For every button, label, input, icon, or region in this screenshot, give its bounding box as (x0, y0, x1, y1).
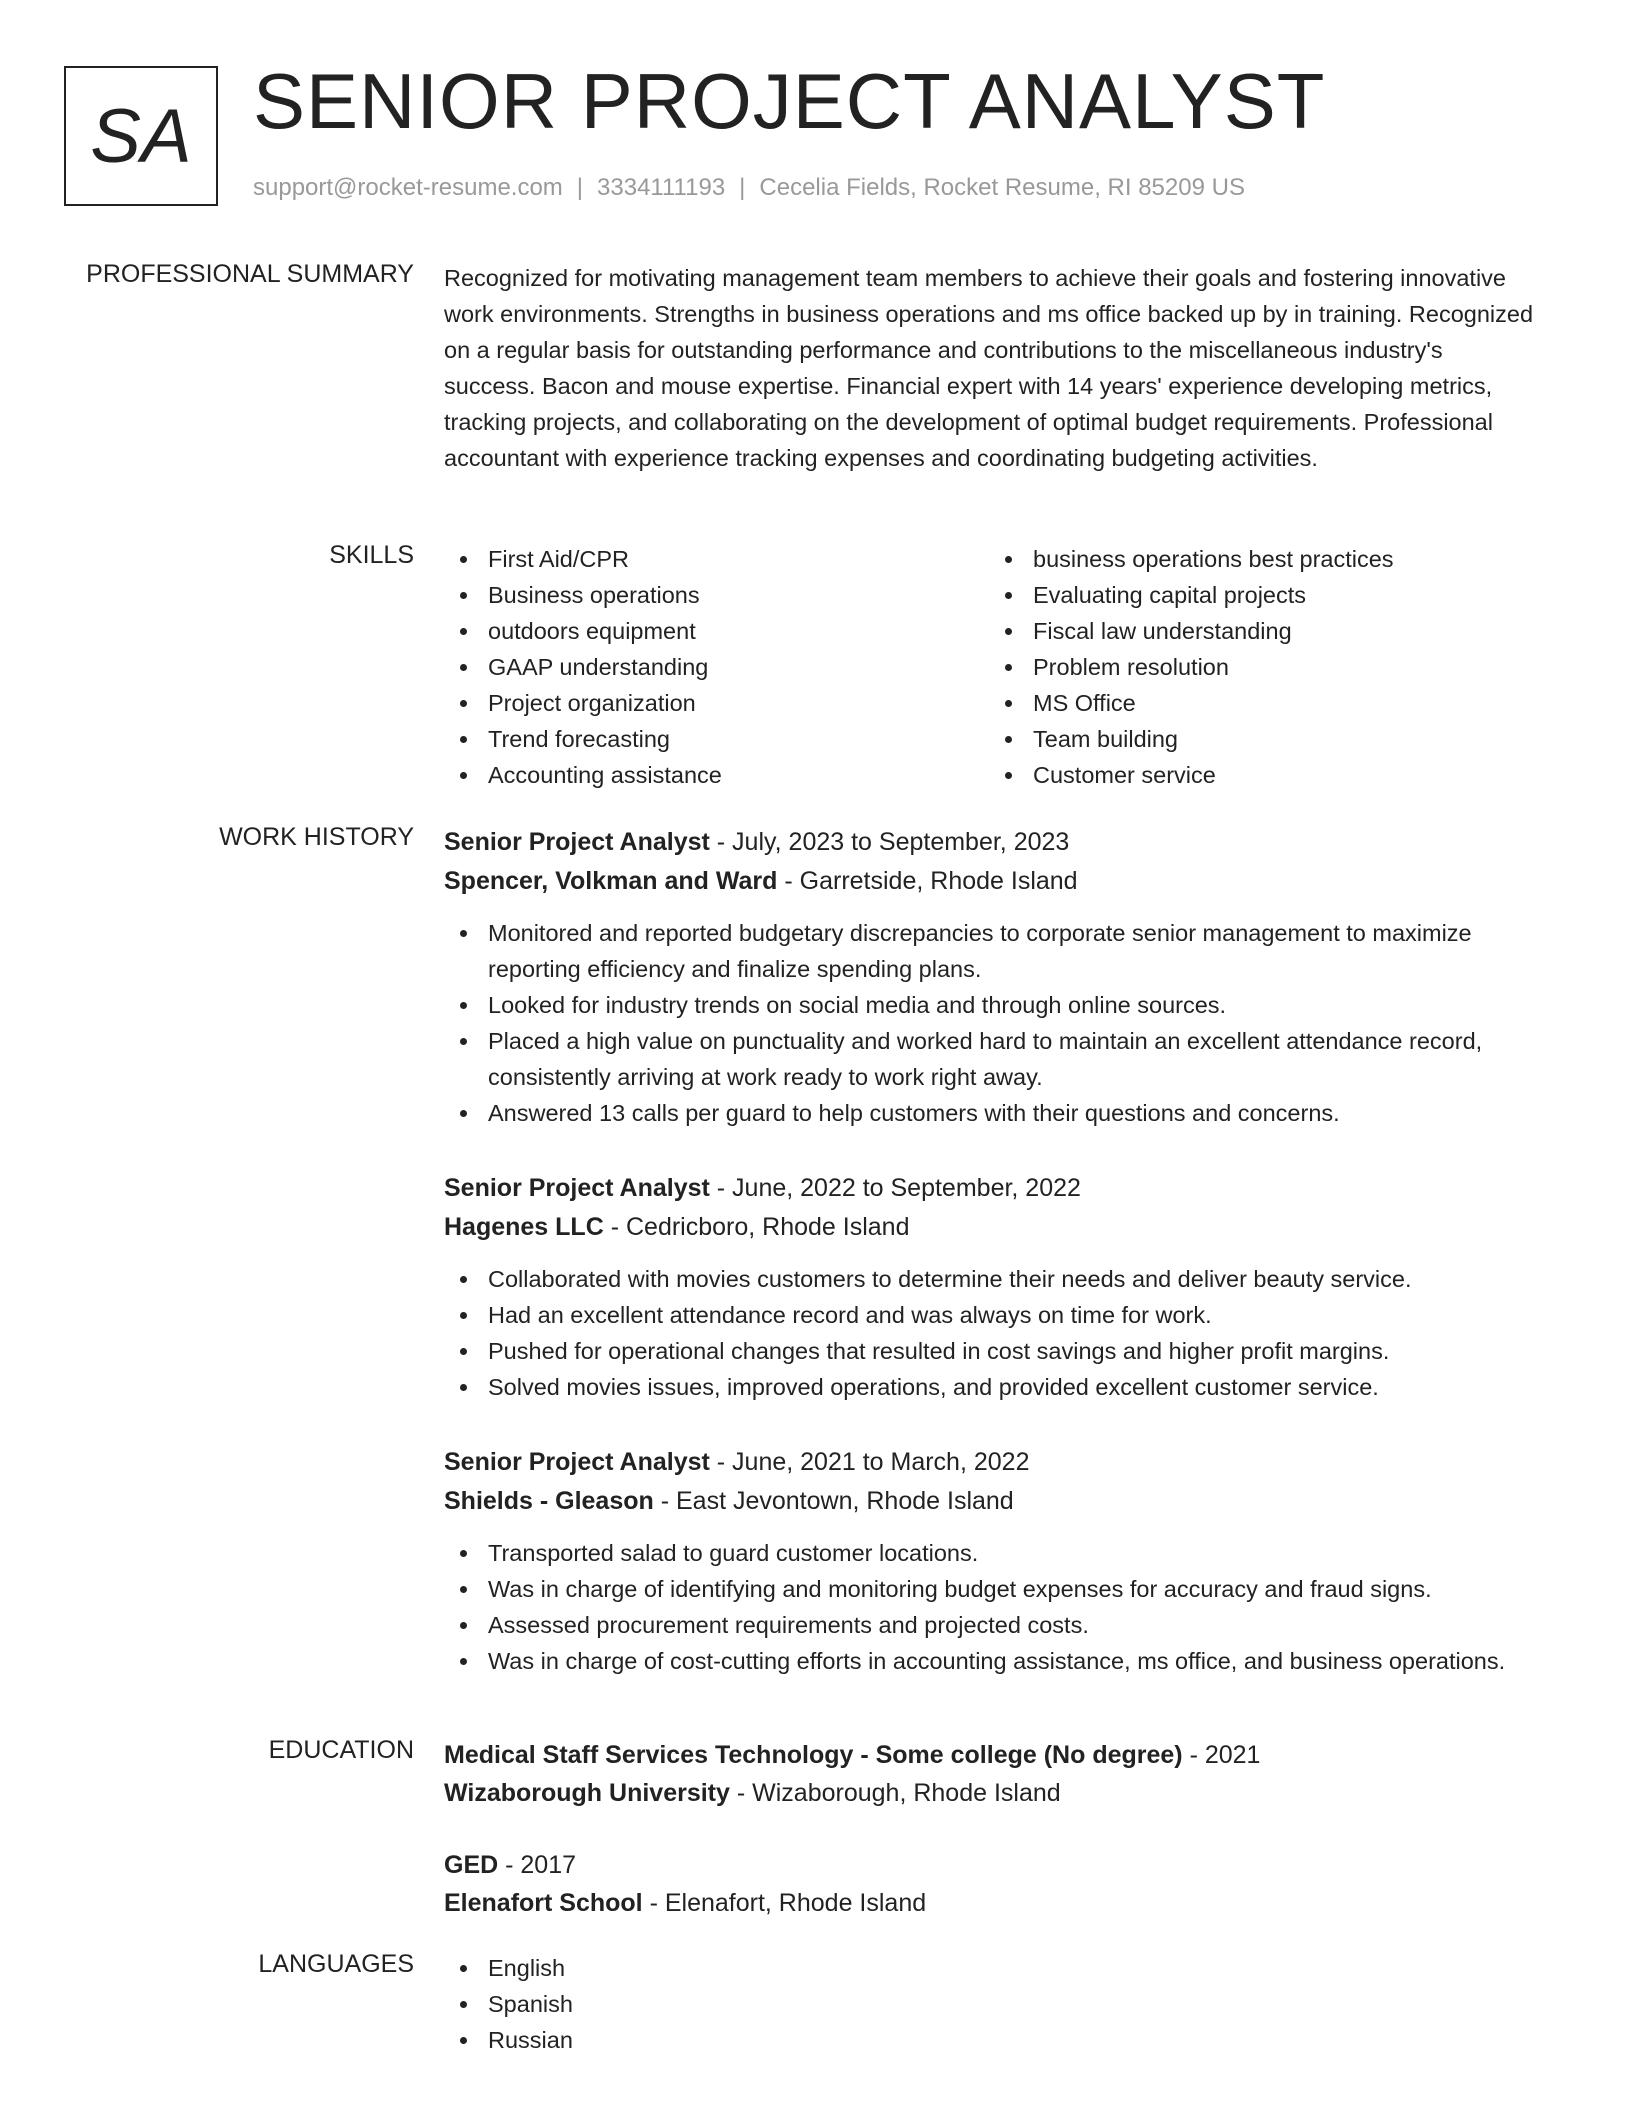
job-bullet: Transported salad to guard customer locations. (444, 1535, 1534, 1571)
education-school: Elenafort School (444, 1889, 643, 1917)
contact-line (253, 174, 1245, 202)
education-school: Wizaborough University (444, 1779, 730, 1807)
monogram-badge (64, 66, 218, 206)
contact-address: Cecelia Fields, Rocket Resume, RI 85209 US (759, 174, 1245, 201)
job-entry: Senior Project Analyst - June, 2021 to March, 2022 Shields - Gleason - East Jevontown, Rhode Island Transported salad to guard customer locations. Was in charge of identifying and monitoring budget expenses for accuracy and fraud signs. Assessed procurement requirements and projected costs. Was in charge of cost-cutting efforts in accounting assistance, ms office, and business operations. (444, 1443, 1534, 1679)
skill-item: outdoors equipment (444, 613, 989, 649)
education-degree: Medical Staff Services Technology - Some college (No degree) (444, 1741, 1183, 1769)
job-bullet: Assessed procurement requirements and projected costs. (444, 1607, 1534, 1643)
job-bullet: Was in charge of cost-cutting efforts in accounting assistance, ms office, and business operations. (444, 1643, 1534, 1679)
job-dates: June, 2021 to March, 2022 (732, 1448, 1030, 1476)
language-item: Russian (444, 2022, 1534, 2058)
education-location: Elenafort, Rhode Island (664, 1889, 927, 1917)
skill-item: Team building (989, 721, 1534, 757)
job-location: Cedricboro, Rhode Island (625, 1213, 910, 1241)
job-bullet: Answered 13 calls per guard to help customers with their questions and concerns. (444, 1095, 1534, 1131)
section-label-skills: SKILLS (329, 541, 414, 569)
education-entry: GED - 2017 Elenafort School - Elenafort, Rhode Island (444, 1851, 927, 1917)
skill-item: Trend forecasting (444, 721, 989, 757)
job-location: Garretside, Rhode Island (799, 867, 1078, 895)
skill-item: Customer service (989, 757, 1534, 793)
skill-item: Business operations (444, 577, 989, 613)
job-title: Senior Project Analyst (444, 1174, 710, 1202)
contact-phone[interactable]: 3334111193 (597, 174, 726, 201)
skill-item: business operations best practices (989, 541, 1534, 577)
job-company: Hagenes LLC (444, 1213, 604, 1241)
skill-item: Accounting assistance (444, 757, 989, 793)
job-company: Spencer, Volkman and Ward (444, 867, 778, 895)
job-dates: July, 2023 to September, 2023 (732, 828, 1070, 856)
section-label-work: WORK HISTORY (219, 823, 414, 851)
section-label-languages: LANGUAGES (258, 1950, 414, 1978)
job-bullet: Monitored and reported budgetary discrepancies to corporate senior management to maximize reporting efficiency and finalize spending plans. (444, 915, 1534, 987)
skill-item: First Aid/CPR (444, 541, 989, 577)
language-item: Spanish (444, 1986, 1534, 2022)
skills-list-right (989, 541, 1534, 793)
job-company: Shields - Gleason (444, 1487, 654, 1515)
skill-item: Fiscal law understanding (989, 613, 1534, 649)
job-bullet: Pushed for operational changes that resulted in cost savings and higher profit margins. (444, 1333, 1534, 1369)
skill-item: Problem resolution (989, 649, 1534, 685)
contact-email[interactable]: support@rocket-resume.com (253, 174, 563, 201)
languages-list (444, 1950, 1534, 2058)
skill-item: MS Office (989, 685, 1534, 721)
contact-separator: | (576, 174, 584, 201)
job-entry: Senior Project Analyst - June, 2022 to September, 2022 Hagenes LLC - Cedricboro, Rhode Island Collaborated with movies customers to determine their needs and deliver beauty service. Had an excellent attendance record and was always on time for work. Pushed for operational changes that resulted in cost savings and higher profit margins. Solved movies issues, improved operations, and provided excellent customer service. (444, 1169, 1534, 1405)
education-entry: Medical Staff Services Technology - Some college (No degree) - 2021 Wizaborough University - Wizaborough, Rhode Island (444, 1741, 1261, 1807)
education-year: 2017 (520, 1851, 577, 1879)
job-location: East Jevontown, Rhode Island (676, 1487, 1014, 1515)
job-bullet: Looked for industry trends on social media and through online sources. (444, 987, 1534, 1023)
education-year: 2021 (1204, 1741, 1261, 1769)
job-bullets (444, 1535, 1534, 1679)
job-bullet: Placed a high value on punctuality and worked hard to maintain an excellent attendance record, consistently arriving at work ready to work right away. (444, 1023, 1534, 1095)
skill-item: Project organization (444, 685, 989, 721)
job-bullet: Collaborated with movies customers to determine their needs and deliver beauty service. (444, 1261, 1534, 1297)
job-bullet: Solved movies issues, improved operations, and provided excellent customer service. (444, 1369, 1534, 1405)
monogram-initials: SA (90, 93, 192, 179)
job-bullets (444, 915, 1534, 1131)
skills-list-left (444, 541, 989, 793)
job-bullet: Was in charge of identifying and monitoring budget expenses for accuracy and fraud signs. (444, 1571, 1534, 1607)
education-location: Wizaborough, Rhode Island (752, 1779, 1061, 1807)
resume-title: SENIOR PROJECT ANALYST (253, 57, 1326, 145)
education-degree: GED (444, 1851, 499, 1879)
job-title: Senior Project Analyst (444, 828, 710, 856)
language-item: English (444, 1950, 1534, 1986)
job-bullets (444, 1261, 1534, 1405)
contact-separator: | (739, 174, 746, 201)
section-label-education: EDUCATION (268, 1736, 414, 1764)
job-bullet: Had an excellent attendance record and was always on time for work. (444, 1297, 1534, 1333)
section-label-summary: PROFESSIONAL SUMMARY (86, 260, 414, 288)
skill-item: GAAP understanding (444, 649, 989, 685)
job-title: Senior Project Analyst (444, 1448, 710, 1476)
skill-item: Evaluating capital projects (989, 577, 1534, 613)
summary-text: Recognized for motivating management team members to achieve their goals and fostering innovative work environments. Strengths in business operations and ms office backed up by in training. Recognized on a regular basis for outstanding performance and contributions to the miscellaneous industry's success. Bacon and mouse expertise. Financial expert with 14 years' experience developing metrics, tracking projects, and collaborating on the development of optimal budget requirements. Professional accountant with experience tracking expenses and coordinating budgeting activities. (444, 265, 1534, 471)
job-dates: June, 2022 to September, 2022 (732, 1174, 1081, 1202)
job-entry: Senior Project Analyst - July, 2023 to September, 2023 Spencer, Volkman and Ward - Garretside, Rhode Island Monitored and reported budgetary discrepancies to corporate senior management to maximize reporting efficiency and finalize spending plans. Looked for industry trends on social media and through online sources. Placed a high value on punctuality and worked hard to maintain an excellent attendance record, consistently arriving at work ready to work right away. Answered 13 calls per guard to help customers with their questions and concerns. (444, 823, 1534, 1131)
